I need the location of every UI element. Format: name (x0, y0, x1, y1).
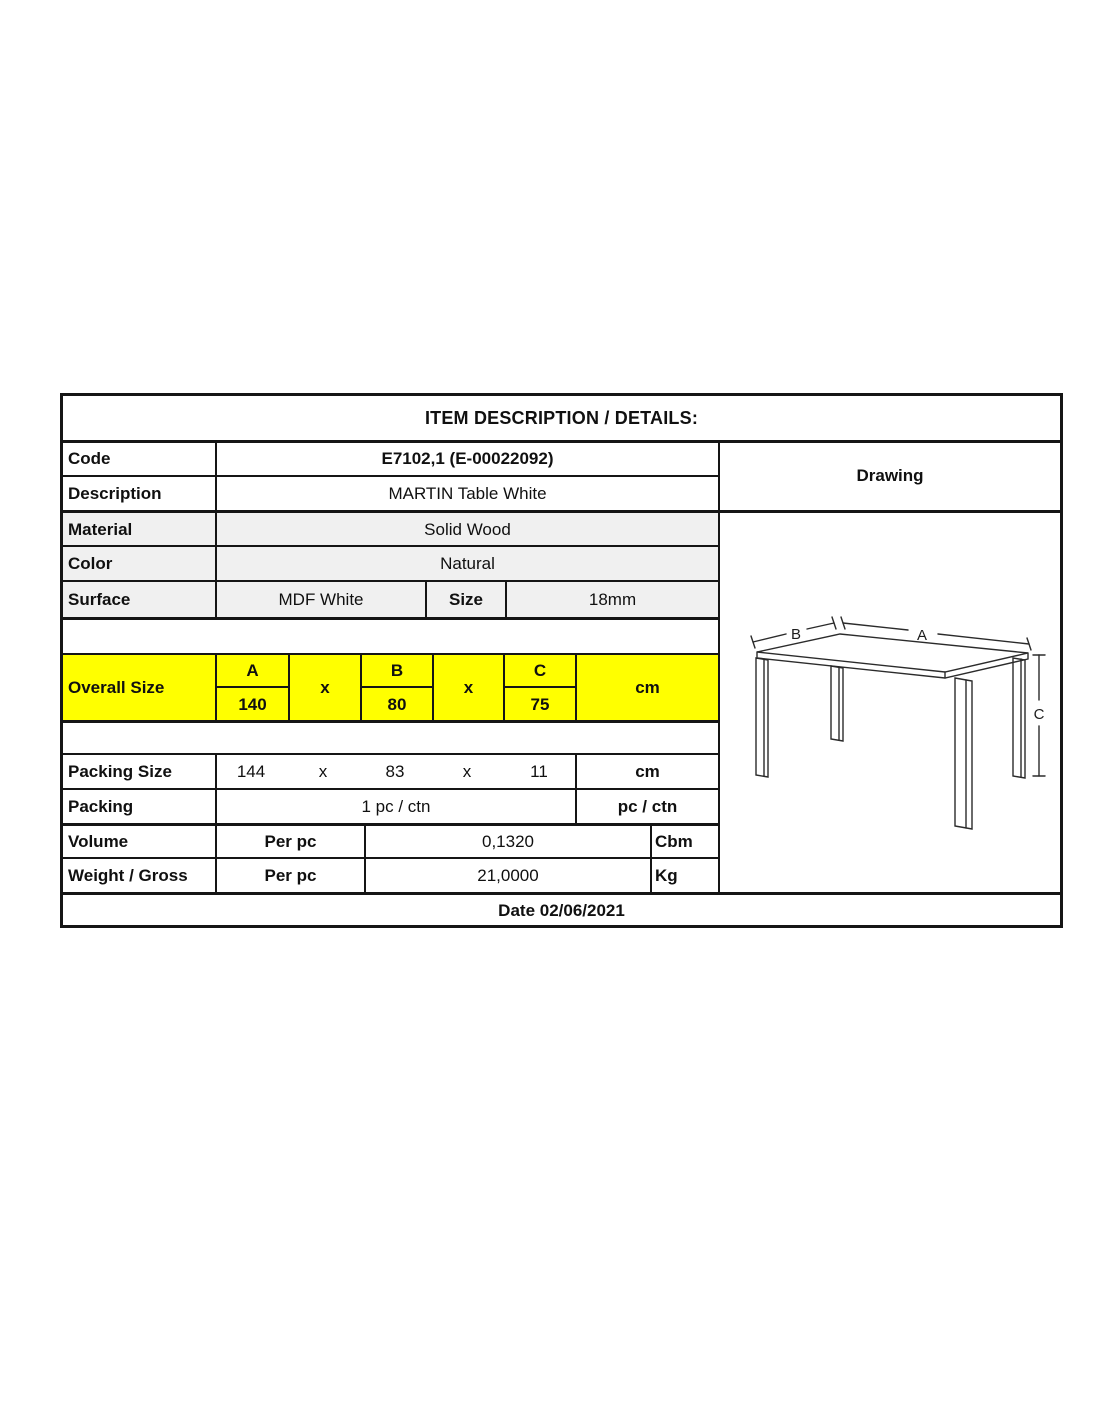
table-border-line (60, 617, 718, 620)
sheet-title: ITEM DESCRIPTION / DETAILS: (424, 407, 699, 428)
dimension-b-line (753, 634, 786, 642)
dimension-b-label: B (790, 626, 802, 643)
size-value: 18mm (588, 590, 637, 609)
table-leg (756, 658, 768, 777)
table-leg (1013, 658, 1025, 778)
overall-size-col-b-header: B (390, 661, 404, 680)
size-label: Size (448, 590, 484, 609)
packing-size-value: 11 (530, 762, 548, 781)
drawing-section-label: Drawing (856, 466, 924, 485)
overall-size-separator: x (320, 678, 330, 697)
dimension-a-line (938, 634, 1029, 644)
row-label-code: Code (68, 448, 111, 468)
overall-size-unit: cm (635, 678, 660, 697)
row-label-packing-size: Packing Size (68, 762, 172, 781)
overall-size-col-b-value: 80 (387, 694, 407, 714)
table-border-line (60, 720, 718, 723)
table-border-line (60, 925, 1063, 928)
color-value: Natural (440, 554, 495, 573)
overall-size-col-a-value: 140 (238, 694, 267, 714)
row-label-weight-gross: Weight / Gross (68, 866, 188, 885)
packing-size-value: 144 (236, 762, 266, 781)
volume-unit: Cbm (655, 832, 693, 851)
row-label-description: Description (68, 484, 162, 503)
date-row: Date 02/06/2021 (498, 900, 625, 920)
volume-value: 0,1320 (482, 832, 534, 851)
dimension-a-label: A (916, 627, 928, 644)
packing-size-value: 83 (385, 762, 405, 781)
packing-size-value: x (318, 762, 328, 781)
row-label-volume: Volume (68, 832, 129, 851)
overall-size-col-a-header: A (246, 661, 259, 680)
packing-value: 1 pc / ctn (361, 797, 431, 816)
table-leg (955, 678, 972, 829)
description-value: MARTIN Table White (388, 484, 547, 503)
overall-size-col-c-value: 75 (530, 694, 550, 714)
weight-unit: Kg (655, 866, 678, 885)
code-value: E7102,1 (E-00022092) (381, 448, 554, 468)
dimension-a-line (843, 623, 908, 630)
table-leg (831, 666, 843, 741)
packing-size-unit: cm (635, 762, 660, 781)
material-value: Solid Wood (424, 519, 511, 539)
surface-value: MDF White (278, 590, 364, 609)
row-label-surface: Surface (68, 590, 131, 609)
overall-size-col-c-header: C (533, 661, 547, 680)
row-label-overall-size: Overall Size (68, 678, 165, 697)
overall-size-separator: x (463, 678, 474, 697)
row-label-packing: Packing (68, 797, 134, 816)
row-label-color: Color (68, 554, 113, 573)
product-drawing (718, 510, 1063, 892)
packing-size-value: x (462, 762, 472, 781)
row-label-material: Material (68, 519, 133, 539)
weight-per-pc: Per pc (264, 866, 317, 885)
dimension-c-label: C (1033, 706, 1045, 723)
table-border-line (650, 823, 652, 892)
dimension-b-line (807, 623, 834, 629)
weight-value: 21,0000 (477, 866, 539, 885)
packing-unit: pc / ctn (617, 797, 678, 816)
volume-per-pc: Per pc (264, 832, 317, 851)
